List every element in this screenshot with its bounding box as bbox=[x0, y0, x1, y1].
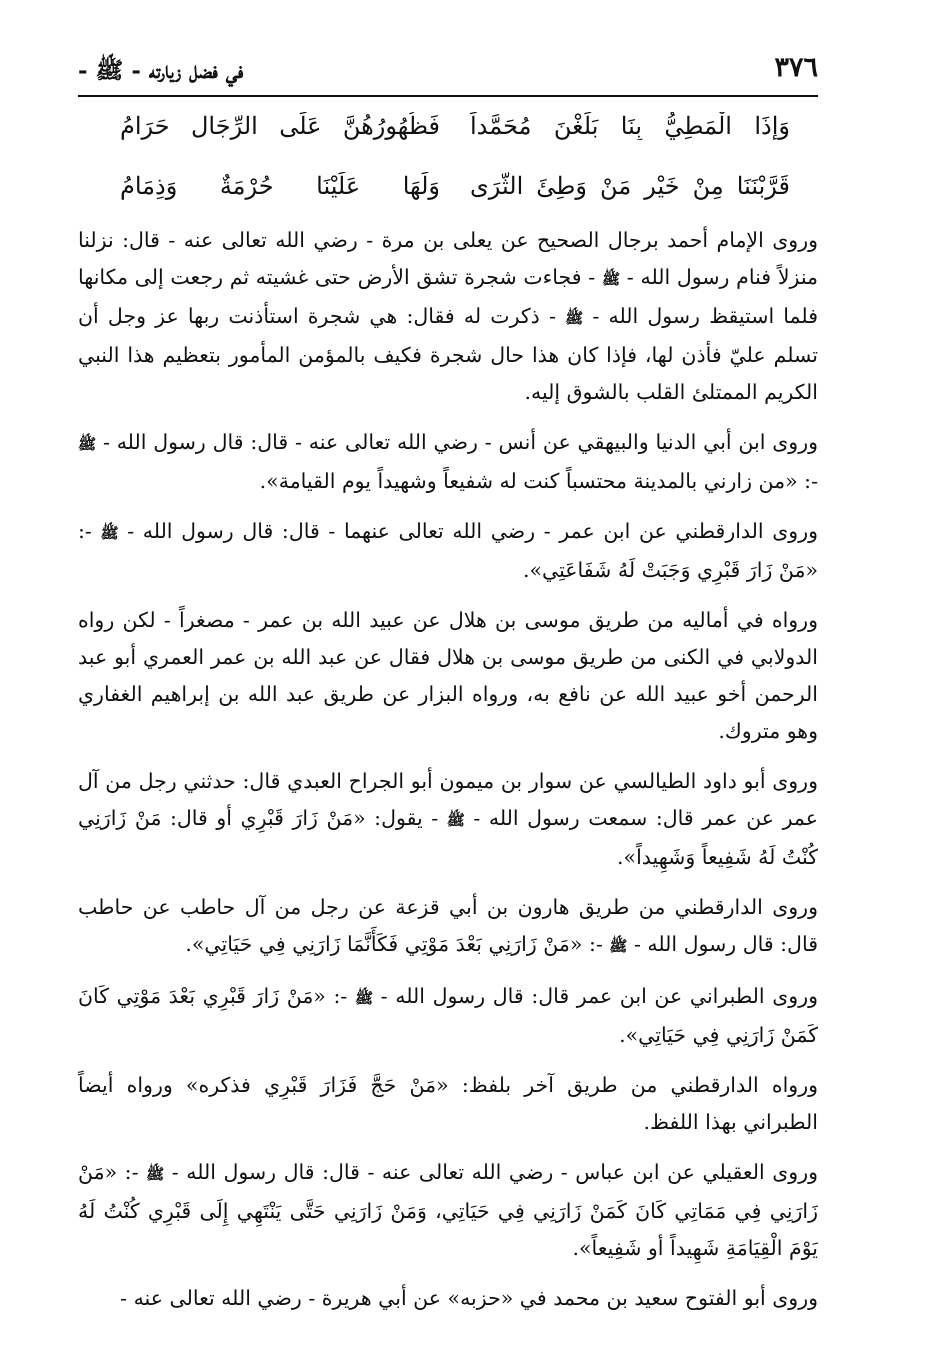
honorific-glyph: ﷺ bbox=[609, 937, 628, 955]
honorific-glyph: ﷺ bbox=[146, 1165, 165, 1183]
page-number: ٣٧٦ bbox=[774, 52, 818, 83]
paragraph-text: -: «مَنْ زَارَ قَبْرِي وَجَبَتْ لَهُ شَفَاعَتِي». bbox=[78, 519, 818, 582]
paragraph bbox=[78, 424, 818, 500]
honorific-glyph: ﷺ bbox=[446, 811, 465, 829]
paragraph-text: وروى العقيلي عن ابن عباس - رضي الله تعالى عنه - قال: قال رسول الله - bbox=[164, 1160, 819, 1184]
paragraph bbox=[78, 1067, 818, 1141]
honorific-glyph: ﷺ bbox=[100, 524, 119, 542]
paragraph bbox=[78, 1280, 818, 1317]
honorific-glyph: ﷺ bbox=[78, 435, 97, 453]
paragraph-text: وروى ابن أبي الدنيا والبيهقي عن أنس - رضي الله تعالى عنه - قال: قال رسول الله - bbox=[96, 430, 818, 454]
paragraph-text: -: «مَنْ زَارَنِي فِي مَمَاتِي كَانَ كَمَنْ زَارَنِي فِي حَيَاتِي، وَمَنْ زَارَنِي حَتَّى يَنْتَهِي إِلَى قَبْرِي كُنْتُ لَهُ يَوْمَ الْقِيَامَةِ شَهِيداً أو شَفِيعاً». bbox=[78, 1160, 818, 1260]
paragraph bbox=[78, 1154, 818, 1267]
honorific-glyph: ﷺ bbox=[354, 989, 374, 1007]
poem-verses bbox=[120, 106, 790, 226]
paragraph-text: - فجاءت شجرة تشق الأرض حتى غشيته ثم رجعت إلى مكانها فلما استيقظ رسول الله - bbox=[78, 265, 818, 328]
verse-first-hemistich: قَرَّبْنَنَا مِنْ خَيْرِ مَنْ وَطِئَ الثَّرَى bbox=[470, 172, 790, 200]
paragraph-text: ورواه الدارقطني من طريق آخر بلفظ: «مَنْ حَجَّ فَزَارَ قَبْرِي فذكره» ورواه أيضاً الطبراني بهذا اللفظ. bbox=[78, 1073, 818, 1134]
paragraph-text: - يقول: «مَنْ زَارَ قَبْرِي أو قال: مَنْ زَارَنِي كُنْتُ لَهُ شَفِيعاً وَشَهِيداً». bbox=[78, 806, 818, 869]
paragraph bbox=[78, 513, 818, 589]
paragraph-text: وروى الطبراني عن ابن عمر قال: قال رسول الله - bbox=[373, 984, 818, 1008]
paragraph-text: وروى أبو داود الطيالسي عن سوار بن ميمون أبو الجراح العبدي قال: حدثني رجل من آل عمر عن عمر قال: سمعت رسول الله - bbox=[78, 769, 818, 830]
paragraph bbox=[78, 602, 818, 750]
paragraph-text: وروى أبو الفتوح سعيد بن محمد في «حزبه» عن أبي هريرة - رضي الله تعالى عنه - bbox=[120, 1286, 818, 1310]
header-rule bbox=[78, 95, 818, 97]
verse bbox=[120, 106, 790, 166]
paragraph-text: وروى الدارقطني عن ابن عمر - رضي الله تعالى عنهما - قال: قال رسول الله - bbox=[118, 519, 818, 543]
body-text bbox=[78, 222, 818, 1330]
paragraph-text: وروى الإمام أحمد برجال الصحيح عن يعلى بن مرة - رضي الله تعالى عنه - قال: نزلنا منزلاً فنام رسول الله - bbox=[78, 228, 818, 289]
honorific-glyph: ﷺ bbox=[601, 270, 621, 288]
paragraph-text: - ذكرت له فقال: هي شجرة استأذنت ربها عز وجل أن تسلم عليّ فأذن لها، فإذا كان هذا حال شجرة فكيف بالمؤمن المأمور بتعظيم هذا النبي الكريم الممتلئ القلب بالشوق إليه. bbox=[78, 304, 818, 404]
honorific-glyph: ﷺ bbox=[565, 309, 584, 327]
paragraph-text: وروى الدارقطني من طريق هارون بن أبي قزعة عن رجل من آل حاطب عن حاطب قال: قال رسول الله - bbox=[78, 895, 818, 956]
verse-first-hemistich: وَإِذَا الْمَطِيُّ بِنَا بَلَغْنَ مُحَمَّداً bbox=[470, 112, 790, 140]
page-header bbox=[78, 48, 818, 94]
paragraph bbox=[78, 222, 818, 411]
paragraph-text: -: «مَنْ زَارَنِي بَعْدَ مَوْتِي فَكَأَنَّمَا زَارَنِي فِي حَيَاتِي». bbox=[185, 932, 610, 956]
verse-second-hemistich: فَظُهُورُهُنَّ عَلَى الرِّجَالِ حَرَامُ bbox=[120, 112, 440, 140]
paragraph bbox=[78, 889, 818, 965]
verse-second-hemistich: وَلَهَا عَلَيْنَا حُرْمَةٌ وَذِمَامُ bbox=[120, 172, 440, 200]
paragraph bbox=[78, 978, 818, 1054]
paragraph-text: -: «من زارني بالمدينة محتسباً كنت له شفيعاً وشهيداً يوم القيامة». bbox=[259, 469, 818, 493]
running-title: في فضل زيارته - ﷺ - bbox=[78, 57, 244, 84]
paragraph bbox=[78, 763, 818, 876]
verse bbox=[120, 166, 790, 226]
paragraph-text: ورواه في أماليه من طريق موسى بن هلال عن عبيد الله بن عمر - مصغراً - لكن رواه الدولابي في الكنى من طريق موسى بن هلال فقال عن عبد الله بن عمر العمري أبو عبد الرحمن أخو عبيد الله عن نافع به، ورواه البزار عن طريق عبد الله بن إبراهيم الغفاري وهو متروك. bbox=[78, 608, 818, 743]
paragraph-text: -: «مَنْ زَارَ قَبْرِي بَعْدَ مَوْتِي كَانَ كَمَنْ زَارَنِي فِي حَيَاتِي». bbox=[78, 984, 818, 1047]
